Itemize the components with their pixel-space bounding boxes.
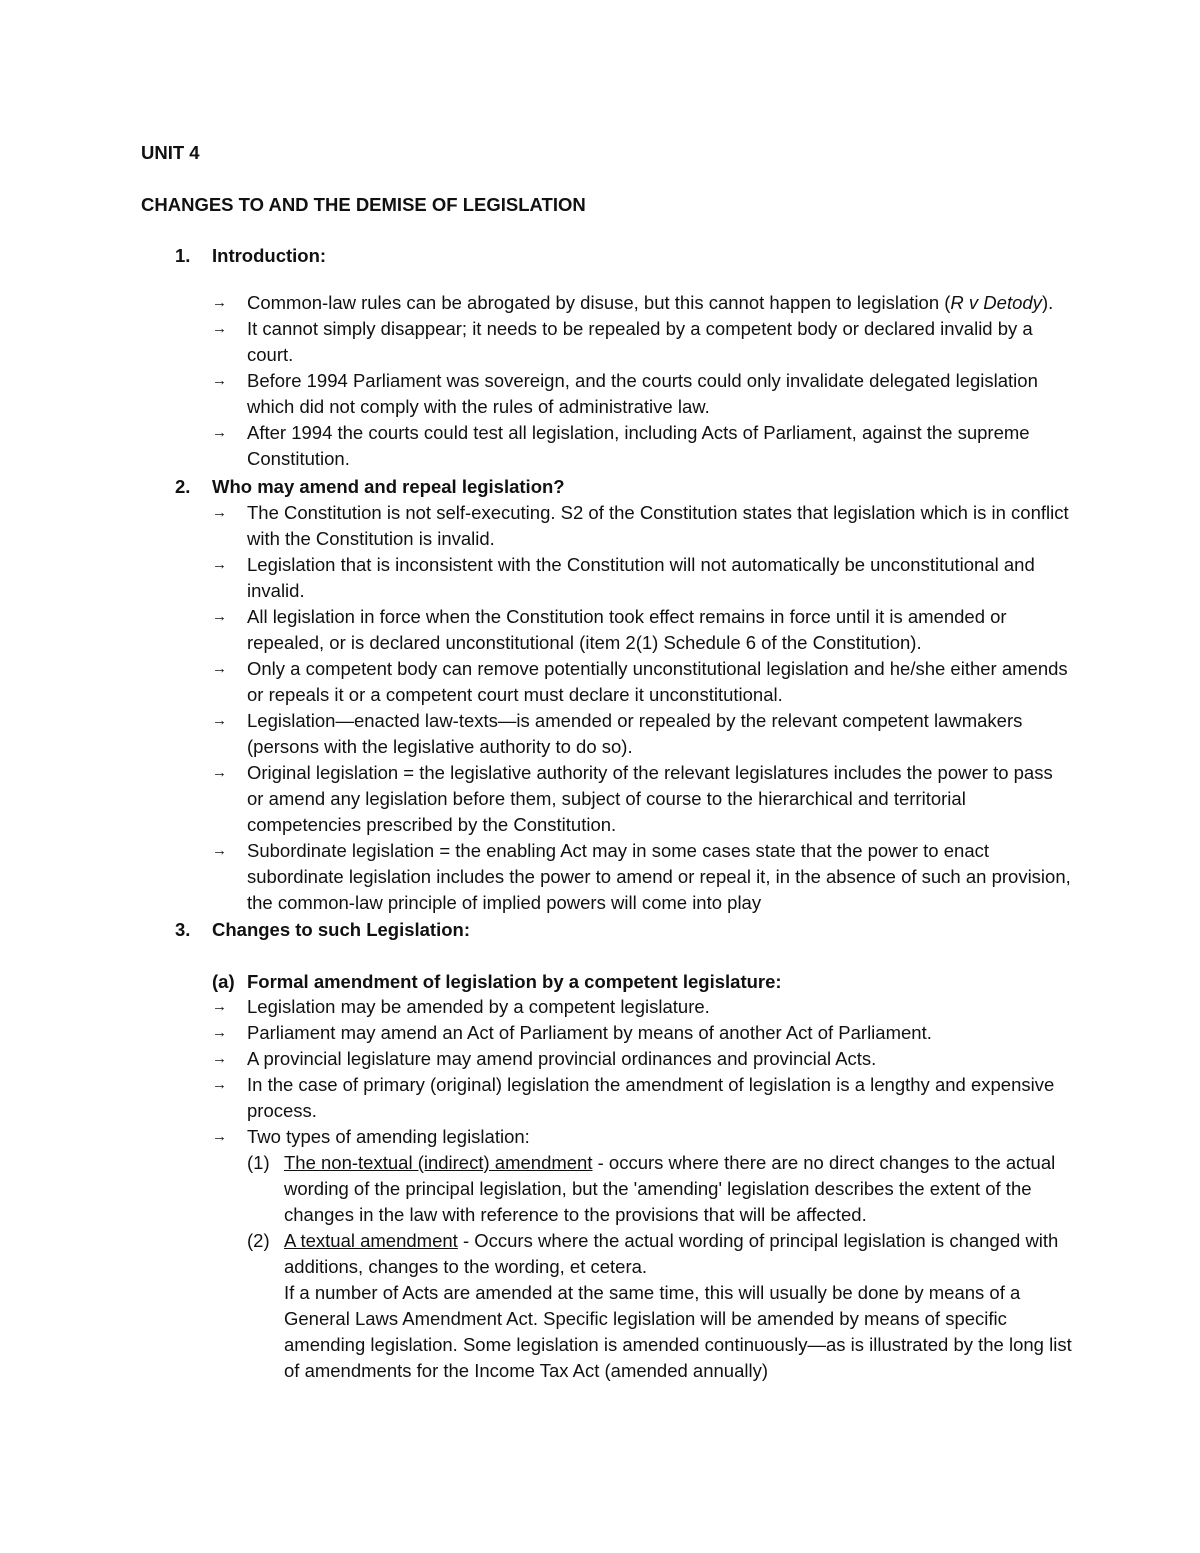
arrow-icon: → xyxy=(212,556,227,573)
section-3-heading xyxy=(175,919,470,941)
section-1-bullets xyxy=(212,290,1072,472)
arrow-icon: → xyxy=(212,998,227,1015)
list-item: → Legislation that is inconsistent with the Constitution will not automatically be unconstitutional and invalid. xyxy=(212,554,1035,601)
arrow-icon: → xyxy=(212,842,227,859)
arrow-icon: → xyxy=(212,424,227,441)
arrow-icon: → xyxy=(212,1076,227,1093)
section-title: Who may amend and repeal legislation? xyxy=(212,476,565,497)
arrow-icon: → xyxy=(212,1024,227,1041)
subsection-a-heading xyxy=(212,971,782,993)
arrow-icon: → xyxy=(212,1050,227,1067)
list-item: → All legislation in force when the Constitution took effect remains in force until it is amended or repealed, or is declared unconstitutional (item 2(1) Schedule 6 of the Constitution). xyxy=(212,606,1007,653)
list-item: → Legislation—enacted law-texts—is amended or repealed by the relevant competent lawmakers (persons with the legislative authority to do so). xyxy=(212,710,1023,757)
paragraph: If a number of Acts are amended at the same time, this will usually be done by means of a General Laws Amendment Act. Specific legislation will be amended by means of specific amending legislation. Some legislation is amended continuously—as is illustrated by the long list of amendments for the Income Tax Act (amended annually) xyxy=(284,1282,1072,1381)
list-item: → Only a competent body can remove potentially unconstitutional legislation and he/she either amends or repeals it or a competent court must declare it unconstitutional. xyxy=(212,658,1068,705)
arrow-icon: → xyxy=(212,608,227,625)
arrow-icon: → xyxy=(212,712,227,729)
list-item: → It cannot simply disappear; it needs to be repealed by a competent body or declared invalid by a court. xyxy=(212,318,1033,365)
arrow-icon: → xyxy=(212,660,227,677)
arrow-icon: → xyxy=(212,1128,227,1145)
item-number: (1) xyxy=(247,1152,270,1173)
arrow-icon: → xyxy=(212,294,227,311)
case-citation: R v Detody xyxy=(950,292,1042,313)
list-item: (1) The non-textual (indirect) amendment - occurs where there are no direct changes to the actual wording of the principal legislation, but the 'amending' legislation describes the extent of the changes in the law with reference to the provisions that will be affected. xyxy=(247,1152,1056,1225)
list-item: → The Constitution is not self-executing. S2 of the Constitution states that legislation which is in conflict with the Constitution is invalid. xyxy=(212,502,1069,549)
list-item: → Original legislation = the legislative authority of the relevant legislatures includes the power to pass or amend any legislation before them, subject of course to the hierarchical and territorial competencies prescribed by the Constitution. xyxy=(212,762,1053,835)
amendment-types-list xyxy=(247,1150,1072,1384)
list-item: → Legislation may be amended by a competent legislature. xyxy=(212,994,1072,1020)
section-title: Changes to such Legislation: xyxy=(212,919,470,940)
arrow-icon: → xyxy=(212,504,227,521)
item-number: (2) xyxy=(247,1230,270,1251)
list-item: → Parliament may amend an Act of Parliament by means of another Act of Parliament. xyxy=(212,1020,1072,1046)
list-item: → A provincial legislature may amend provincial ordinances and provincial Acts. xyxy=(212,1046,1072,1072)
subsection-title: Formal amendment of legislation by a competent legislature: xyxy=(247,971,782,992)
section-3-bullets xyxy=(212,994,1072,1384)
section-2-bullets xyxy=(212,500,1072,916)
subsection-label: (a) xyxy=(212,971,235,992)
document-title: CHANGES TO AND THE DEMISE OF LEGISLATION xyxy=(141,194,586,215)
list-item: → After 1994 the courts could test all legislation, including Acts of Parliament, against the supreme Constitution. xyxy=(212,422,1030,469)
defined-term: The non-textual (indirect) amendment xyxy=(284,1152,593,1173)
arrow-icon: → xyxy=(212,764,227,781)
section-number: 1. xyxy=(175,245,191,266)
section-1-heading xyxy=(175,245,326,267)
list-item: → Common-law rules can be abrogated by disuse, but this cannot happen to legislation (R v Detody). xyxy=(212,290,1072,316)
defined-term: A textual amendment xyxy=(284,1230,458,1251)
section-number: 2. xyxy=(175,476,191,497)
list-item: (2) A textual amendment - Occurs where the actual wording of principal legislation is changed with additions, changes to the wording, et cetera. If a number of Acts are amended at the same time, this will usually be done by means of a General Laws Amendment Act. Specific legislation will be amended by means of specific amending legislation. Some legislation is amended continuously—as is illustrated by the long list of amendments for the Income Tax Act (amended annually) xyxy=(247,1230,1072,1381)
list-item: → Subordinate legislation = the enabling Act may in some cases state that the power to enact subordinate legislation includes the power to amend or repeal it, in the absence of such an provision, the common-law principle of implied powers will come into play xyxy=(212,840,1071,913)
arrow-icon: → xyxy=(212,372,227,389)
arrow-icon: → xyxy=(212,320,227,337)
list-item: → Before 1994 Parliament was sovereign, and the courts could only invalidate delegated legislation which did not comply with the rules of administrative law. xyxy=(212,370,1038,417)
unit-title: UNIT 4 xyxy=(141,142,200,163)
section-title: Introduction: xyxy=(212,245,327,266)
section-number: 3. xyxy=(175,919,191,940)
list-item: → Two types of amending legislation: (1) The non-textual (indirect) amendment - occurs where there are no direct changes to the actual wording of the principal legislation, but the 'amending' legislation describes the extent of the changes in the law with reference to the provisions that will be affected. (2) A textual amendment - Occurs where the actual wording of principal legislation is changed with additions, changes to the wording, et cetera. If a number of Acts are amended at the same time, this will usually be done by means of a General Laws Amendment Act. Specific legislation will be amended by means of specific amending legislation. Some legislation is amended continuously—as is illustrated by the long list of amendments for the Income Tax Act (amended annually) xyxy=(212,1124,1072,1384)
section-2-heading xyxy=(175,476,565,498)
list-item: → In the case of primary (original) legislation the amendment of legislation is a lengthy and expensive process. xyxy=(212,1074,1055,1121)
